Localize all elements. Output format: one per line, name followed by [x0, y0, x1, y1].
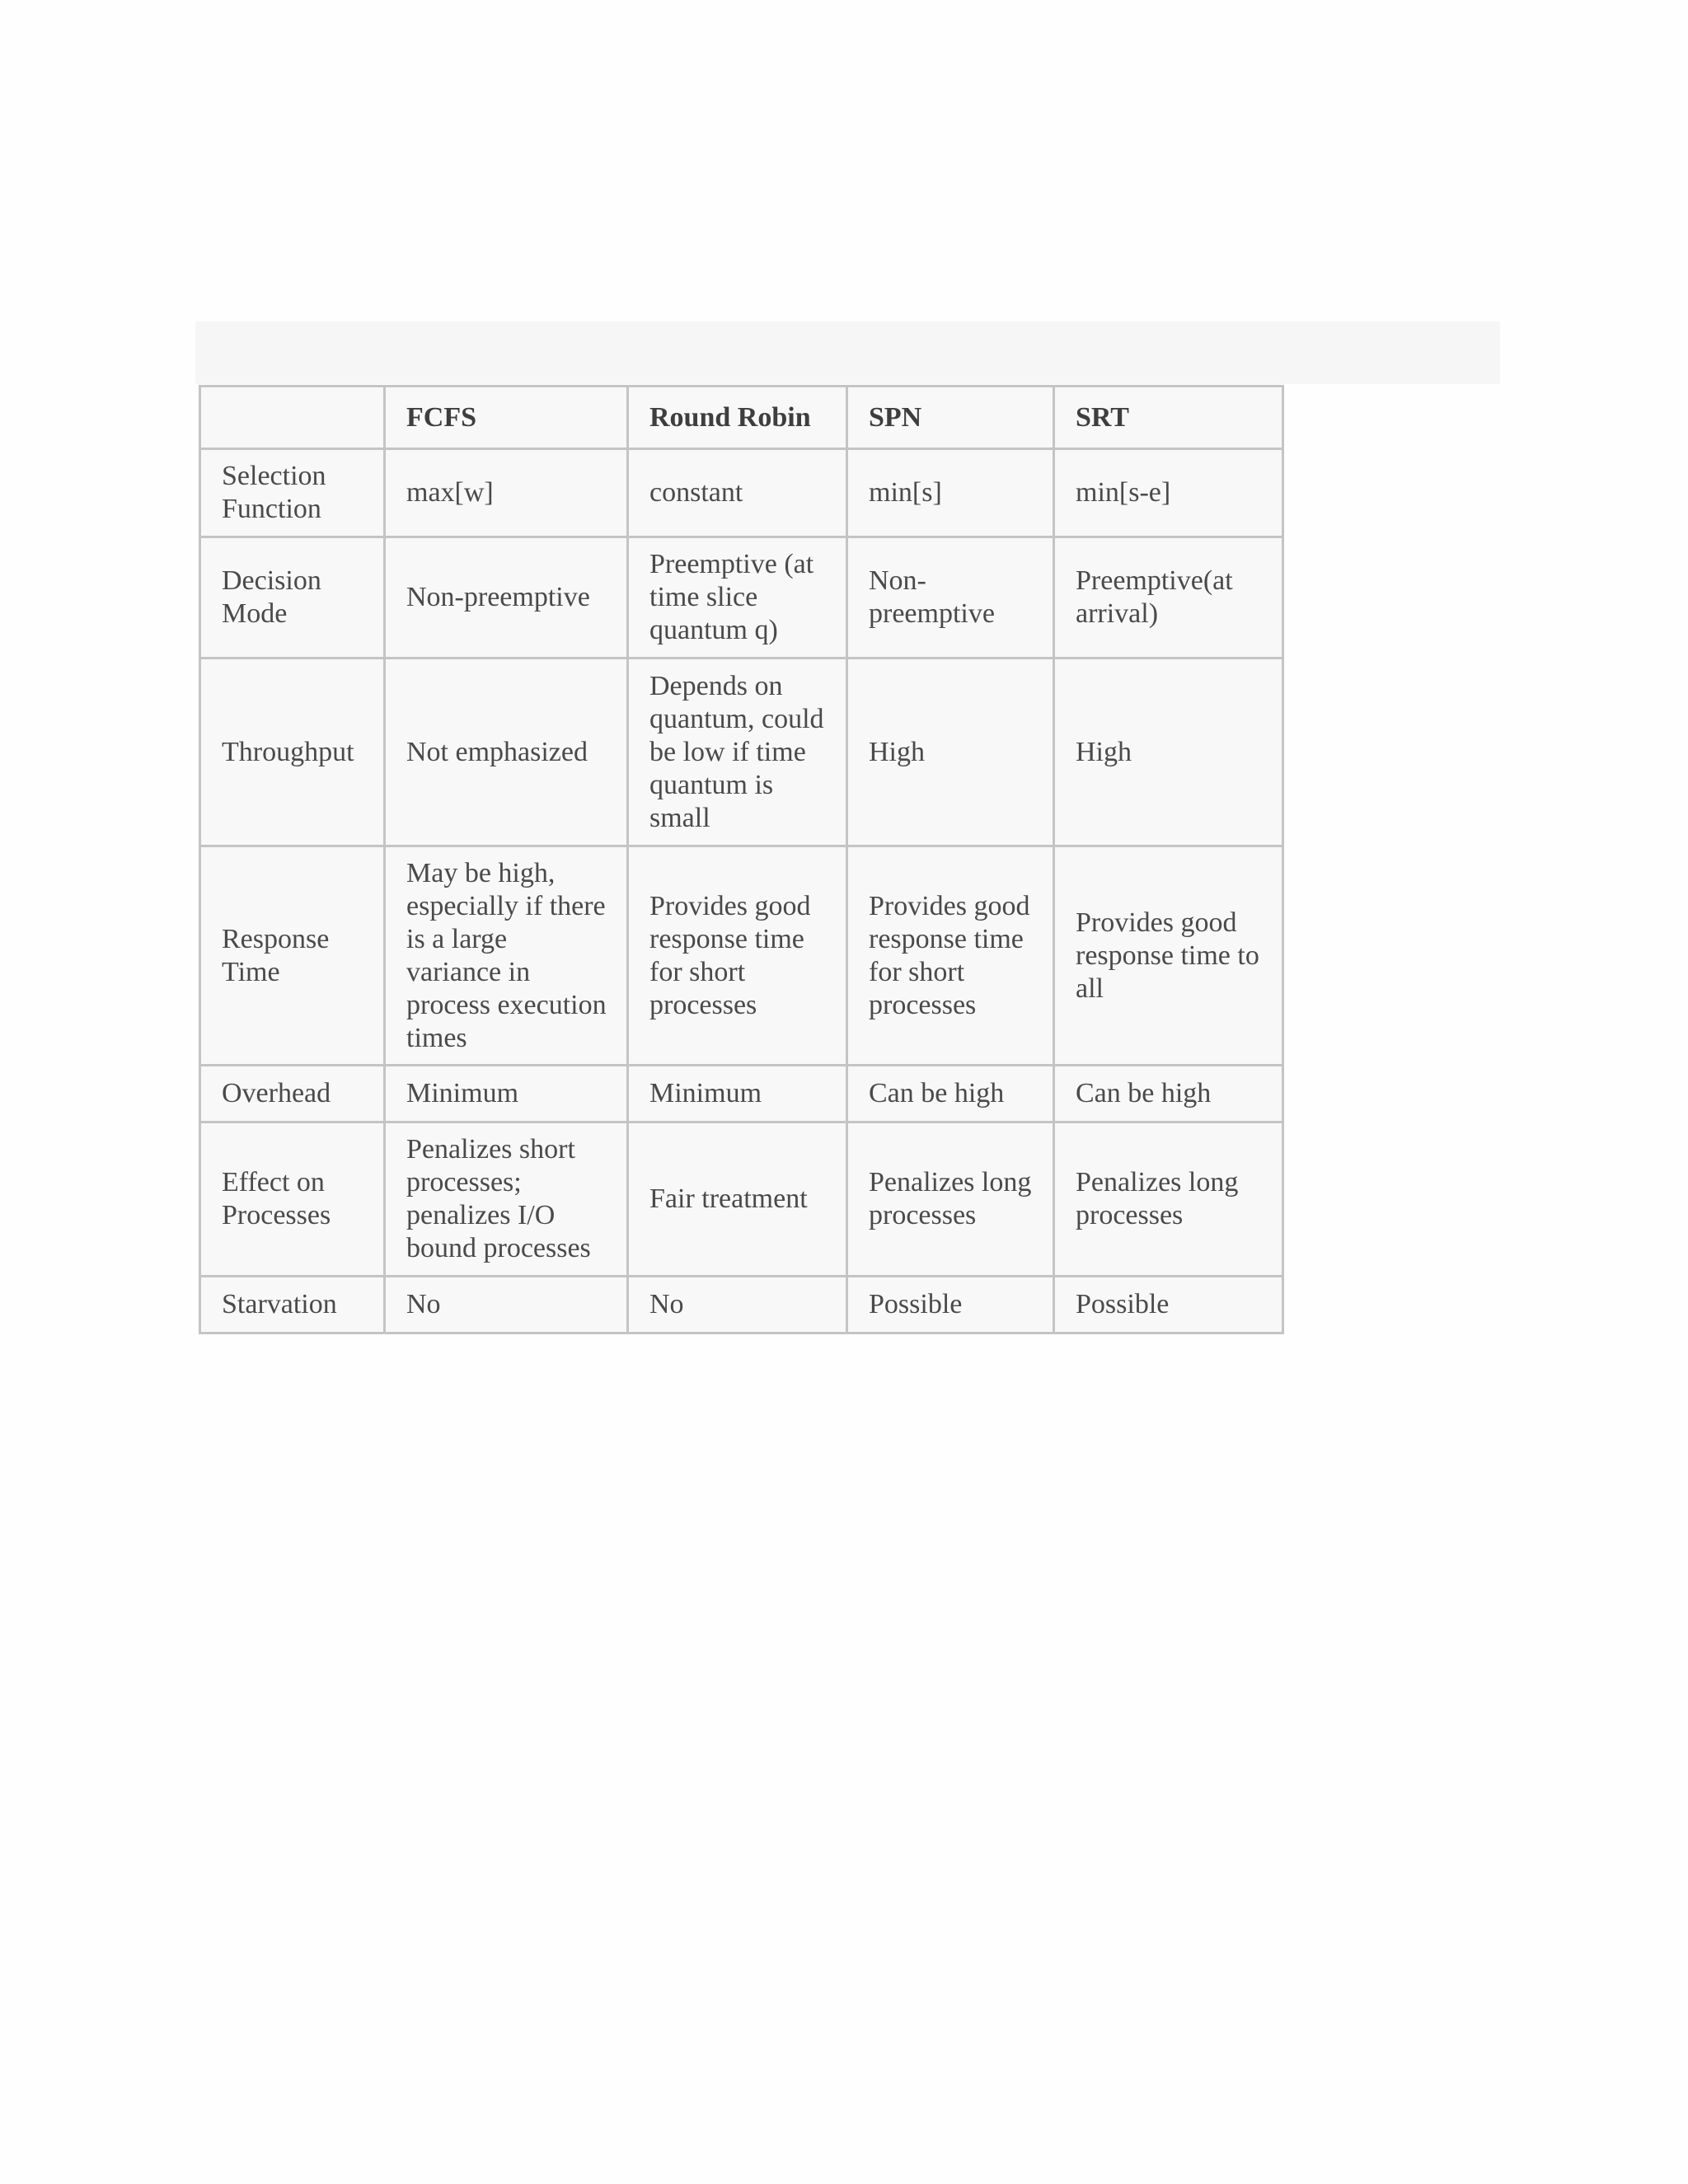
table-row — [200, 1277, 1283, 1333]
table-header — [200, 387, 1283, 449]
table-cell: Penalizes long processes — [1054, 1122, 1283, 1277]
header-band — [195, 321, 1500, 384]
table-cell: Minimum — [628, 1066, 847, 1122]
table-cell: Preemptive(at arrival) — [1054, 537, 1283, 658]
table-cell: Preemptive (at time slice quantum q) — [628, 537, 847, 658]
table-row — [200, 1066, 1283, 1122]
table-cell: Provides good response time to all — [1054, 846, 1283, 1066]
header-cell-spn: SPN — [847, 387, 1054, 449]
table-cell: High — [847, 658, 1054, 846]
table-cell: May be high, especially if there is a large variance in process execution times — [385, 846, 628, 1066]
table-cell: Non-preemptive — [385, 537, 628, 658]
table-cell: Provides good response time for short processes — [847, 846, 1054, 1066]
table-row — [200, 1122, 1283, 1277]
row-label: Starvation — [200, 1277, 385, 1333]
table-cell: min[s-e] — [1054, 449, 1283, 537]
row-label: Selection Function — [200, 449, 385, 537]
table-cell: Possible — [847, 1277, 1054, 1333]
header-row — [200, 387, 1283, 449]
scheduling-comparison-table — [199, 385, 1284, 1334]
table-cell: constant — [628, 449, 847, 537]
row-label: Throughput — [200, 658, 385, 846]
row-label: Overhead — [200, 1066, 385, 1122]
table-body — [200, 449, 1283, 1333]
table-cell: High — [1054, 658, 1283, 846]
table-row — [200, 658, 1283, 846]
table-cell: Non-preemptive — [847, 537, 1054, 658]
table-row — [200, 449, 1283, 537]
table-row — [200, 846, 1283, 1066]
table-cell: Can be high — [1054, 1066, 1283, 1122]
table-cell: Provides good response time for short processes — [628, 846, 847, 1066]
table-row — [200, 537, 1283, 658]
table-cell: Penalizes short processes; penalizes I/O bound processes — [385, 1122, 628, 1277]
header-cell-srt: SRT — [1054, 387, 1283, 449]
table-cell: Depends on quantum, could be low if time quantum is small — [628, 658, 847, 846]
table-cell: Minimum — [385, 1066, 628, 1122]
row-label: Decision Mode — [200, 537, 385, 658]
table-cell: Possible — [1054, 1277, 1283, 1333]
row-label: Response Time — [200, 846, 385, 1066]
table-cell: No — [628, 1277, 847, 1333]
row-label: Effect on Processes — [200, 1122, 385, 1277]
header-cell-fcfs: FCFS — [385, 387, 628, 449]
table-cell: min[s] — [847, 449, 1054, 537]
table-cell: Can be high — [847, 1066, 1054, 1122]
table-cell: Not emphasized — [385, 658, 628, 846]
header-cell-round-robin: Round Robin — [628, 387, 847, 449]
header-cell-empty — [200, 387, 385, 449]
table-cell: Penalizes long processes — [847, 1122, 1054, 1277]
table-cell: Fair treatment — [628, 1122, 847, 1277]
table-cell: max[w] — [385, 449, 628, 537]
table-cell: No — [385, 1277, 628, 1333]
